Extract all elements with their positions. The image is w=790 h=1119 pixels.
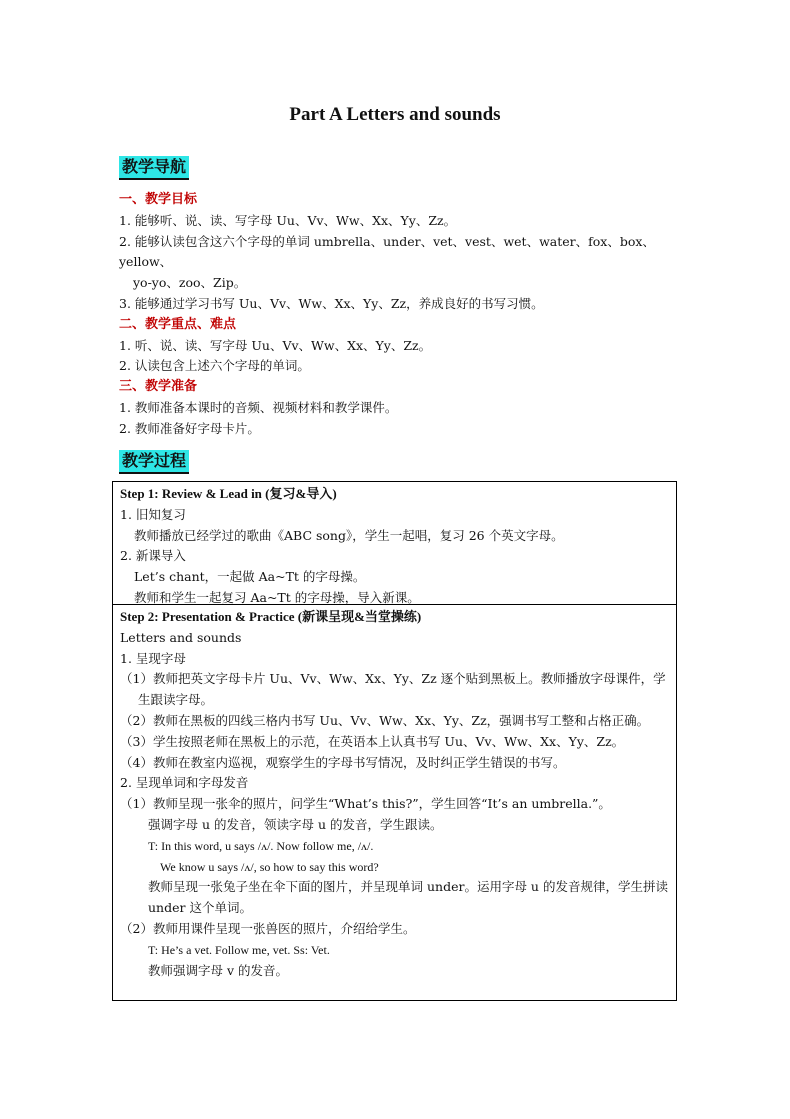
step2-item: （1）教师呈现一张伞的照片，问学生“What’s this?”，学生回答“It’s an umbrella.”。 xyxy=(120,796,611,812)
step2-cell xyxy=(113,605,676,1000)
preparation-heading: 三、教学准备 xyxy=(119,379,198,395)
step2-heading: Step 2: Presentation & Practice (新课呈现&当堂操练) xyxy=(120,609,422,624)
step2-dialogue: T: In this word, u says /ʌ/. Now follow me, /ʌ/. xyxy=(148,838,374,853)
preparation-line: 1. 教师准备本课时的音频、视频材料和教学课件。 xyxy=(119,399,398,415)
step1-line: 1. 旧知复习 xyxy=(120,506,186,522)
step2-subline: 强调字母 u 的发音，领读字母 u 的发音，学生跟读。 xyxy=(148,816,443,832)
step1-line: 教师播放已经学过的歌曲《ABC song》，学生一起唱，复习 26 个英文字母。 xyxy=(134,527,564,543)
step2-subline: 教师强调字母 v 的发音。 xyxy=(148,962,289,978)
step2-dialogue: T: He’s a vet. Follow me, vet. Ss: Vet. xyxy=(148,942,330,957)
step1-cell xyxy=(113,482,676,605)
step2-subline: 教师呈现一张兔子坐在伞下面的图片，并呈现单词 under。运用字母 u 的发音规律，学生拼读 under 这个单词。 xyxy=(148,879,668,916)
key-point-line: 1. 听、说、读、写字母 Uu、Vv、Ww、Xx、Yy、Zz。 xyxy=(119,337,432,353)
step2-item: （2）教师在黑板的四线三格内书写 Uu、Vv、Ww、Xx、Yy、Zz，强调书写工整和占格正确。 xyxy=(120,712,650,728)
teaching-navigation xyxy=(119,190,679,440)
section-tag-process: 教学过程 xyxy=(119,450,189,474)
step2-item: （2）教师用课件呈现一张兽医的照片，介绍给学生。 xyxy=(120,920,416,936)
objectives-heading: 一、教学目标 xyxy=(119,192,198,207)
step2-item: （4）教师在教室内巡视，观察学生的字母书写情况，及时纠正学生错误的书写。 xyxy=(120,754,566,770)
step2-item: （3）学生按照老师在黑板上的示范，在英语本上认真书写 Uu、Vv、Ww、Xx、Yy、Zz。 xyxy=(120,733,625,749)
key-point-line: 2. 认读包含上述六个字母的单词。 xyxy=(119,358,310,374)
objective-line: 2. 能够认读包含这六个字母的单词 umbrella、under、vet、vest、wet、water、fox、box、 xyxy=(119,233,655,249)
step2-subtitle: Letters and sounds xyxy=(120,629,242,645)
section-tag-navigation: 教学导航 xyxy=(119,156,189,180)
step2-part2: 2. 呈现单词和字母发音 xyxy=(120,775,249,791)
objective-line: 1. 能够听、说、读、写字母 Uu、Vv、Ww、Xx、Yy、Zz。 xyxy=(119,212,457,228)
page-title: Part A Letters and sounds xyxy=(289,104,501,125)
preparation-line: 2. 教师准备好字母卡片。 xyxy=(119,420,260,436)
key-points-heading: 二、教学重点、难点 xyxy=(119,316,237,332)
step1-line: 教师和学生一起复习 Aa~Tt 的字母操，导入新课。 xyxy=(134,589,420,605)
step1-heading: Step 1: Review & Lead in (复习&导入) xyxy=(120,486,337,501)
step1-line: Let’s chant，一起做 Aa~Tt 的字母操。 xyxy=(134,569,366,585)
step1-line: 2. 新课导入 xyxy=(120,548,186,564)
objective-line: yellow、 xyxy=(119,254,173,270)
process-table xyxy=(112,481,677,1001)
step2-item: （1）教师把英文字母卡片 Uu、Vv、Ww、Xx、Yy、Zz 逐个贴到黑板上。教师播放字母课件，学生跟读字母。 xyxy=(120,671,666,708)
objective-line: 3. 能够通过学习书写 Uu、Vv、Ww、Xx、Yy、Zz，养成良好的书写习惯。 xyxy=(119,295,544,311)
objective-line: yo-yo、zoo、Zip。 xyxy=(133,275,247,291)
step2-part1: 1. 呈现字母 xyxy=(120,650,186,666)
step2-dialogue: We know u says /ʌ/, so how to say this word? xyxy=(160,859,379,874)
